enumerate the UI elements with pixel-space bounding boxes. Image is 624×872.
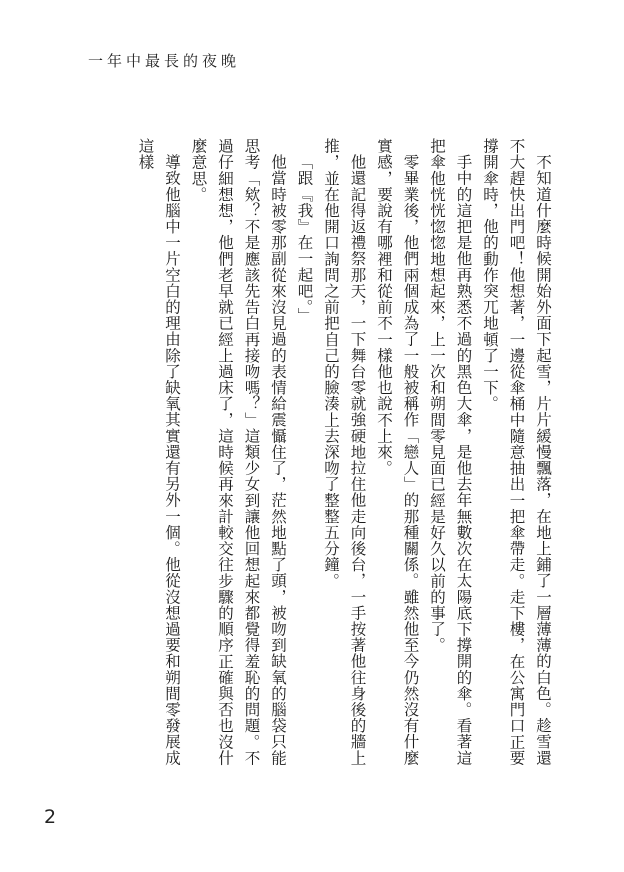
- paragraph: 他還記得返禮祭那天，一下舞台零就強硬地拉住他走向後台，一手按著他往身後的牆上推，並在他開口詢問之前把自己的臉湊上去深吻了整整五分鐘。: [322, 138, 367, 766]
- page-number: 2: [44, 806, 57, 828]
- paragraph: 零畢業後，他們兩個成為了一般被稱作「戀人」的那種關係。雖然他至今仍然沒有什麼實感，要說有哪裡和從前不一樣他也說不上來。: [375, 138, 420, 766]
- running-head: 一年中最長的夜晚: [88, 52, 241, 70]
- paragraph: 手中的這把是他再熟悉不過的黑色大傘，是他去年無數次在太陽底下撐開的傘。看著這把傘他恍恍惚惚地想起來，上一次和朔間零見面已經是好久以前的事了。: [428, 138, 473, 766]
- paragraph: 他當時被零那副從來沒見過的表情給震懾住了，茫然地點了頭，被吻到缺氧的腦袋只能思考「欸？不是應該先告白再接吻嗎？」這類少女到讓他回想起來都覺得羞恥的問題。不過仔細想想，他們老早就已經上過床了，這時候再來計較交往步驟的順序正確與否也沒什麼意思。: [189, 138, 287, 766]
- body-text: [132, 138, 556, 778]
- paragraph: 不知道什麼時候開始外面下起雪，片片緩慢飄落，在地上鋪了一層薄薄的白色。趁雪還不大趕快出門吧！他想著，一邊從傘桶中隨意抽出一把傘帶走。走下樓，在公寓門口正要撐開傘時，他的動作突兀地頓了一下。: [481, 138, 552, 766]
- paragraph: 導致他腦中一片空白的理由除了缺氧其實還有另外一個。他從沒想過要和朔間零發展成這樣: [136, 138, 181, 766]
- paragraph-dialog: 「跟『我』在一起吧。」: [295, 153, 314, 323]
